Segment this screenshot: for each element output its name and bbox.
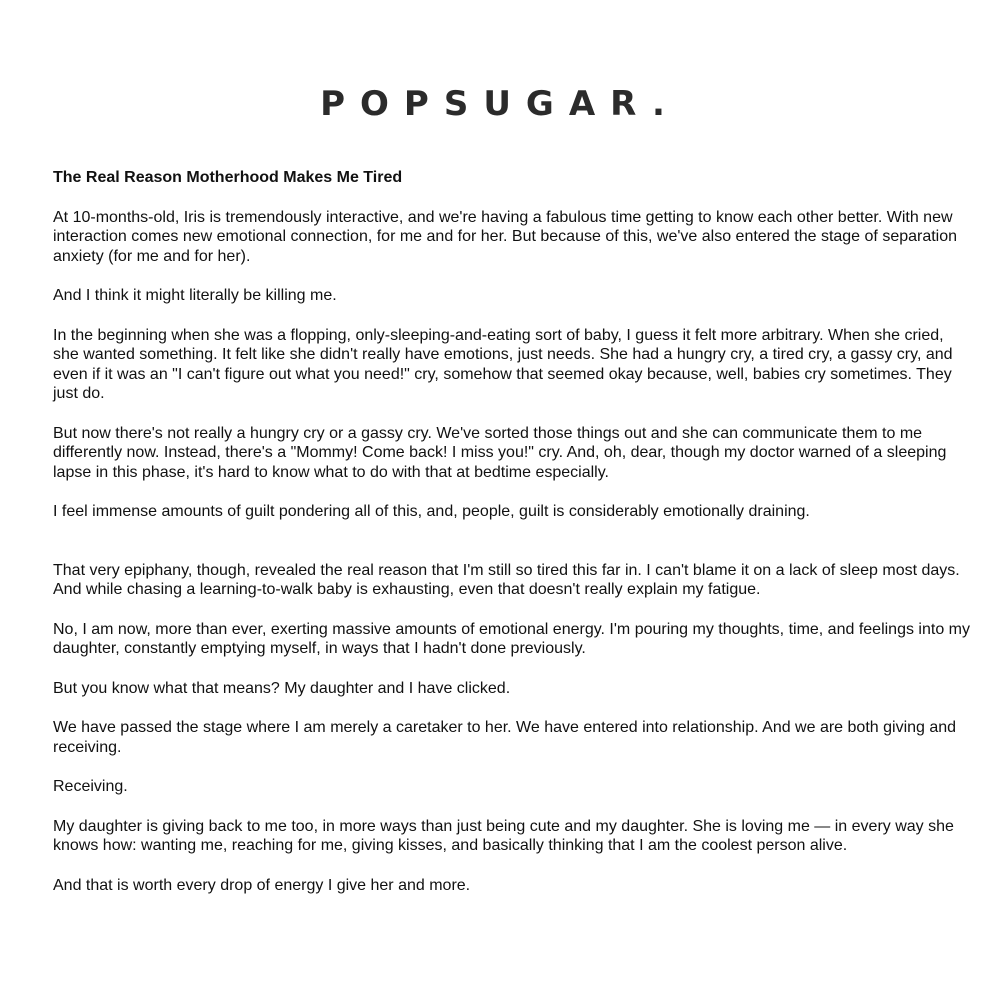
article-body — [53, 168, 973, 915]
article-paragraph: We have passed the stage where I am merely a caretaker to her. We have entered into relationship. And we are both giving and receiving. — [53, 719, 957, 756]
article-paragraph: But you know what that means? My daughter and I have clicked. — [53, 679, 511, 697]
article-paragraph: My daughter is giving back to me too, in more ways than just being cute and my daughter. She is loving me — in every way she knows how: wanting me, reaching for me, giving kisses, and basically thinking that I am the coolest person alive. — [53, 817, 954, 854]
article-paragraph: But now there's not really a hungry cry or a gassy cry. We've sorted those things out and she can communicate them to me differently now. Instead, there's a "Mommy! Come back! I miss you!" cry. And, oh, dear, though my doctor warned of a sleeping lapse in this phase, it's hard to know what to do with that at bedtime especially. — [53, 424, 947, 481]
article-paragraph: I feel immense amounts of guilt pondering all of this, and, people, guilt is considerably emotionally draining. — [53, 503, 810, 520]
article-title: The Real Reason Motherhood Makes Me Tired — [53, 169, 403, 186]
article-paragraph: No, I am now, more than ever, exerting massive amounts of emotional energy. I'm pouring my thoughts, time, and feelings into my daughter, constantly emptying myself, in ways that I hadn't done previously. — [53, 620, 970, 657]
article-paragraph: In the beginning when she was a flopping, only-sleeping-and-eating sort of baby, I guess it felt more arbitrary. When she cried, she wanted something. It felt like she didn't really have emotions, just needs. She had a hungry cry, a tired cry, a gassy cry, and even if it was an "I can't figure out what you need!" cry, somehow that seemed okay because, well, babies cry sometimes. They just do. — [53, 326, 953, 402]
article-paragraph: That very epiphany, though, revealed the real reason that I'm still so tired this far in. I can't blame it on a lack of sleep most days. And while chasing a learning-to-walk baby is exhausting, even that doesn't really explain my fatigue. — [53, 561, 960, 598]
article-paragraph: And I think it might literally be killing me. — [53, 287, 337, 304]
article-paragraph: Receiving. — [53, 778, 128, 795]
popsugar-logo: POPSUGAR. — [320, 84, 680, 124]
article-paragraph: At 10-months-old, Iris is tremendously interactive, and we're having a fabulous time getting to know each other better. With new interaction comes new emotional connection, for me and for her. But because of this, we've also entered the stage of separation anxiety (for me and for her). — [53, 208, 958, 265]
article-paragraph: And that is worth every drop of energy I give her and more. — [53, 876, 471, 894]
